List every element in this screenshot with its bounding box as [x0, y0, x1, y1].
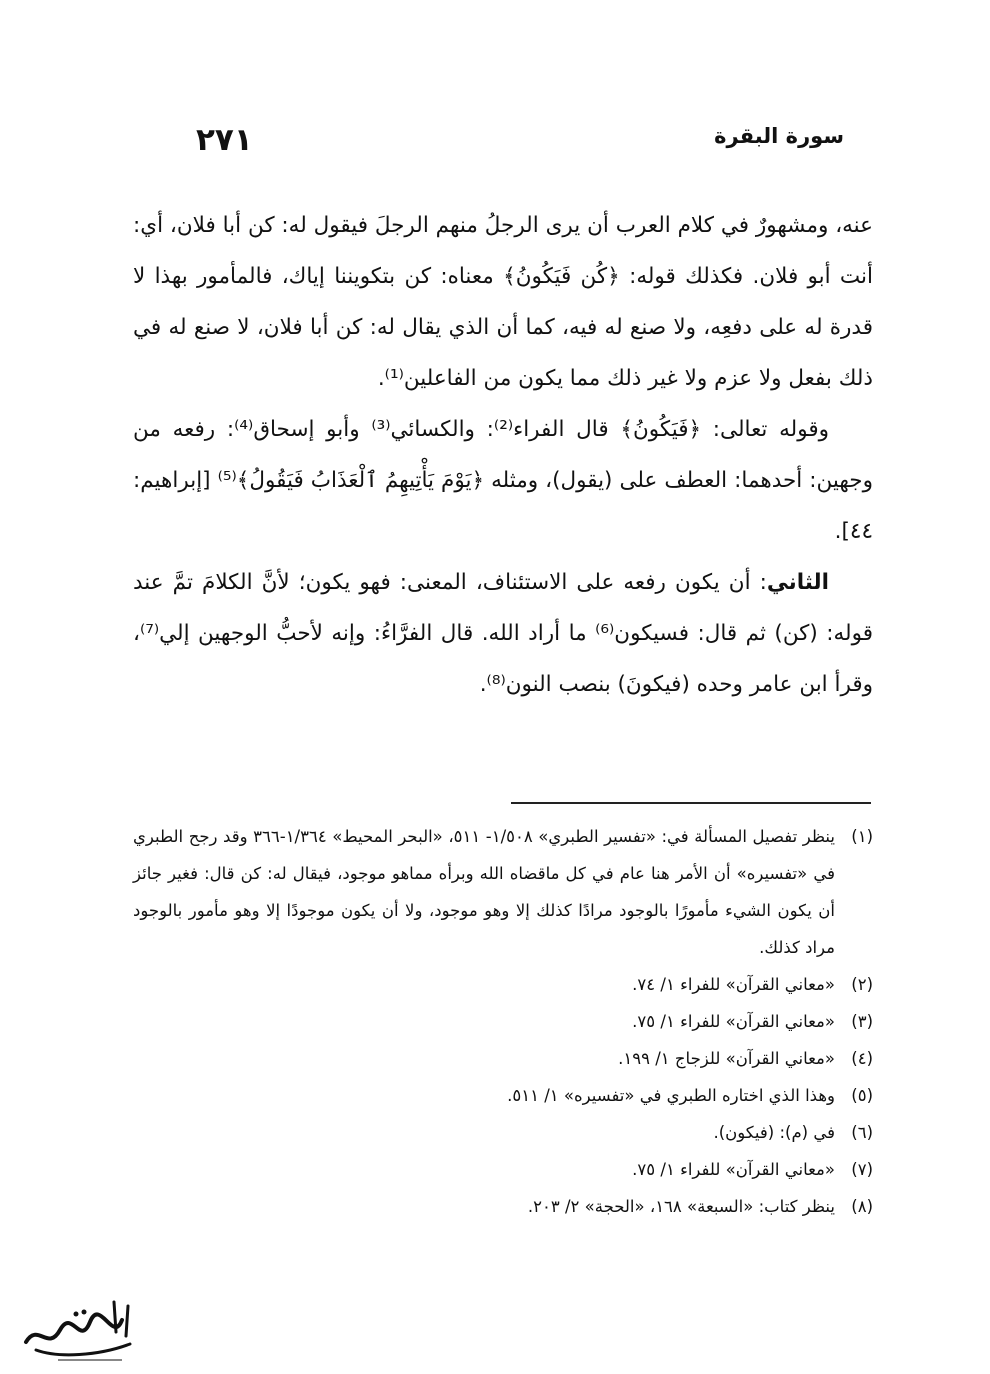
- footnote-4: [133, 1040, 873, 1077]
- paragraph-1: عنه، ومشهورٌ في كلام العرب أن يرى الرجلُ منهم الرجلَ فيقول له: كن أبا فلان، أي: أنت أبو فلان. فكذلك قوله: ﴿كُن فَيَكُونُ﴾ معناه: كن بتكويننا إياك، فالمأمور بهذا لا قدرة له على دفعِه، ولا صنع له فيه، كما أن الذي يقال له: كن أبا فلان، لا صنع له في ذلك بفعل ولا عزم ولا غير ذلك مما يكون من الفاعلين⁽¹⁾.: [133, 213, 873, 391]
- footnote-7: [133, 1151, 873, 1188]
- footnote-text: «معاني القرآن» للفراء ١/ ٧٥.: [632, 1160, 835, 1179]
- footnote-number: (٢): [851, 975, 873, 994]
- footnote-6: [133, 1114, 873, 1151]
- footnote-text: ينظر تفصيل المسألة في: «تفسير الطبري» ١/٥٠٨- ٥١١، «البحر المحيط» ١/٣٦٤-٣٦٦ وقد رجح الطبري في «تفسيره» أن الأمر هنا عام في كل ماقضاه الله وبرأه مماهو موجود، فيقال له: كن قال: فغير جائز أن يكون الشيء مأمورًا بالوجود مرادًا كذلك إلا وهو موجود، ولا أن يكون موجودًا إلا وهو مأمور بالوجود مراد كذلك.: [133, 827, 835, 957]
- footnote-1: [133, 818, 873, 966]
- paragraph-3-text: : أن يكون رفعه على الاستئناف، المعنى: فهو يكون؛ لأنَّ الكلامَ تمَّ عند قوله: (كن) ثم قال: فسيكون⁽⁶⁾ ما أراد الله. قال الفرَّاءُ: وإنه لأحبُّ الوجهين إلي⁽⁷⁾، وقرأ ابن عامر وحده (فيكونَ) بنصب النون⁽⁸⁾.: [133, 570, 873, 697]
- running-head: سورة البقرة: [714, 124, 844, 148]
- footnote-number: (٦): [851, 1123, 873, 1142]
- page-number: ٢٧١: [196, 122, 253, 158]
- footnote-text: وهذا الذي اختاره الطبري في «تفسيره» ١/ ٥١١.: [507, 1086, 835, 1105]
- footnote-text: «معاني القرآن» للفراء ١/ ٧٤.: [632, 975, 835, 994]
- footnote-number: (٨): [851, 1197, 873, 1216]
- paragraph-2: وقوله تعالى: ﴿فَيَكُونُ﴾ قال الفراء⁽²⁾: والكسائي⁽³⁾ وأبو إسحاق⁽⁴⁾: رفعه من وجهين: أحدهما: العطف على (يقول)، ومثله ﴿يَوْمَ يَأْتِيهِمُ ٱلْعَذَابُ فَيَقُولُ﴾⁽⁵⁾ [إبراهيم: ٤٤].: [133, 417, 873, 544]
- footnote-number: (٥): [851, 1086, 873, 1105]
- footnote-text: «معاني القرآن» للزجاج ١/ ١٩٩.: [618, 1049, 835, 1068]
- footnote-5: [133, 1077, 873, 1114]
- publisher-logo-icon: [18, 1292, 148, 1364]
- footnote-3: [133, 1003, 873, 1040]
- body-text: [133, 200, 873, 710]
- footnote-text: في (م): (فيكون).: [713, 1123, 835, 1142]
- footnote-number: (١): [851, 827, 873, 846]
- footnote-number: (٣): [851, 1012, 873, 1031]
- footnote-8: [133, 1188, 873, 1225]
- footnote-2: [133, 966, 873, 1003]
- footnote-divider: [511, 802, 871, 804]
- footnote-number: (٤): [851, 1049, 873, 1068]
- footnote-text: ينظر كتاب: «السبعة» ١٦٨، «الحجة» ٢/ ٢٠٣.: [527, 1197, 835, 1216]
- paragraph-3: [133, 557, 873, 710]
- footnote-text: «معاني القرآن» للفراء ١/ ٧٥.: [632, 1012, 835, 1031]
- paragraph-3-lead: الثاني: [766, 570, 829, 595]
- footnotes: [133, 818, 873, 1225]
- footnote-number: (٧): [851, 1160, 873, 1179]
